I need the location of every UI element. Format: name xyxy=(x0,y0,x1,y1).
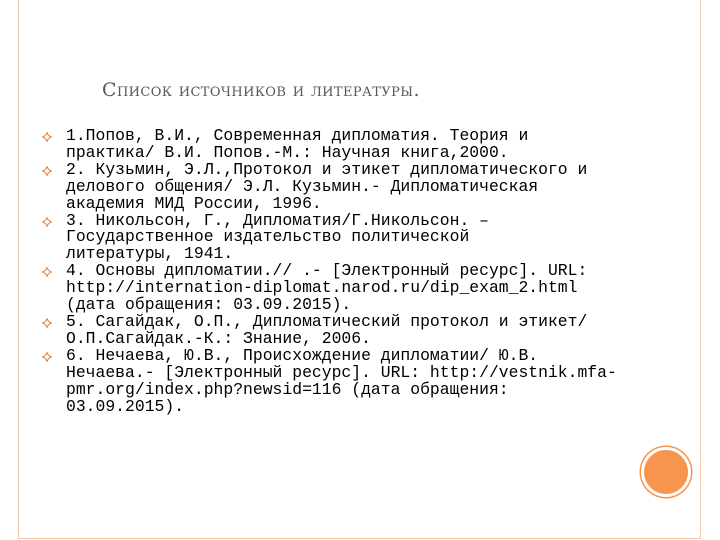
reference-text: 3. Никольсон, Г., Дипломатия/Г.Никольсон. – Государственное издательство политической литературы, 1941. xyxy=(66,210,489,264)
list-item xyxy=(40,311,650,348)
decorative-circle-icon xyxy=(641,447,691,497)
list-item xyxy=(40,210,650,264)
reference-text: 1.Попов, В.И., Современная дипломатия. Теория и практика/ В.И. Попов.-М.: Научная книга,2000. xyxy=(66,126,529,162)
reference-list xyxy=(40,128,650,415)
bullet-icon xyxy=(42,318,52,328)
reference-text: 6. Нечаева, Ю.В., Происхождение дипломатии/ Ю.В. Нечаева.- [Электронный ресурс]. URL: http://vestnik.mfa- pmr.org/index.php?newsid=116 (дата обращения: 03.09.2015). xyxy=(66,345,617,416)
bullet-icon xyxy=(42,352,52,362)
bullet-icon xyxy=(42,217,52,227)
list-item xyxy=(40,263,650,314)
page-title: Список источников и литературы. xyxy=(102,79,420,101)
list-item xyxy=(40,345,650,416)
reference-text: 2. Кузьмин, Э.Л.,Протокол и этикет дипломатического и делового общения/ Э.Л. Кузьмин.- Дипломатическая академия МИД России, 1996. xyxy=(66,159,588,213)
list-item xyxy=(40,128,650,162)
reference-text: 4. Основы дипломатии.// .- [Электронный ресурс]. URL: http://internation-diplomat.narod.ru/dip_exam_2.html (дата обращения: 03.09.2015). xyxy=(66,261,588,315)
reference-text: 5. Сагайдак, О.П., Дипломатический протокол и этикет/ О.П.Сагайдак.-К.: Знание, 2006. xyxy=(66,311,588,348)
bullet-icon xyxy=(42,166,52,176)
bullet-icon xyxy=(42,267,52,277)
list-item xyxy=(40,159,650,213)
bullet-icon xyxy=(42,132,52,142)
